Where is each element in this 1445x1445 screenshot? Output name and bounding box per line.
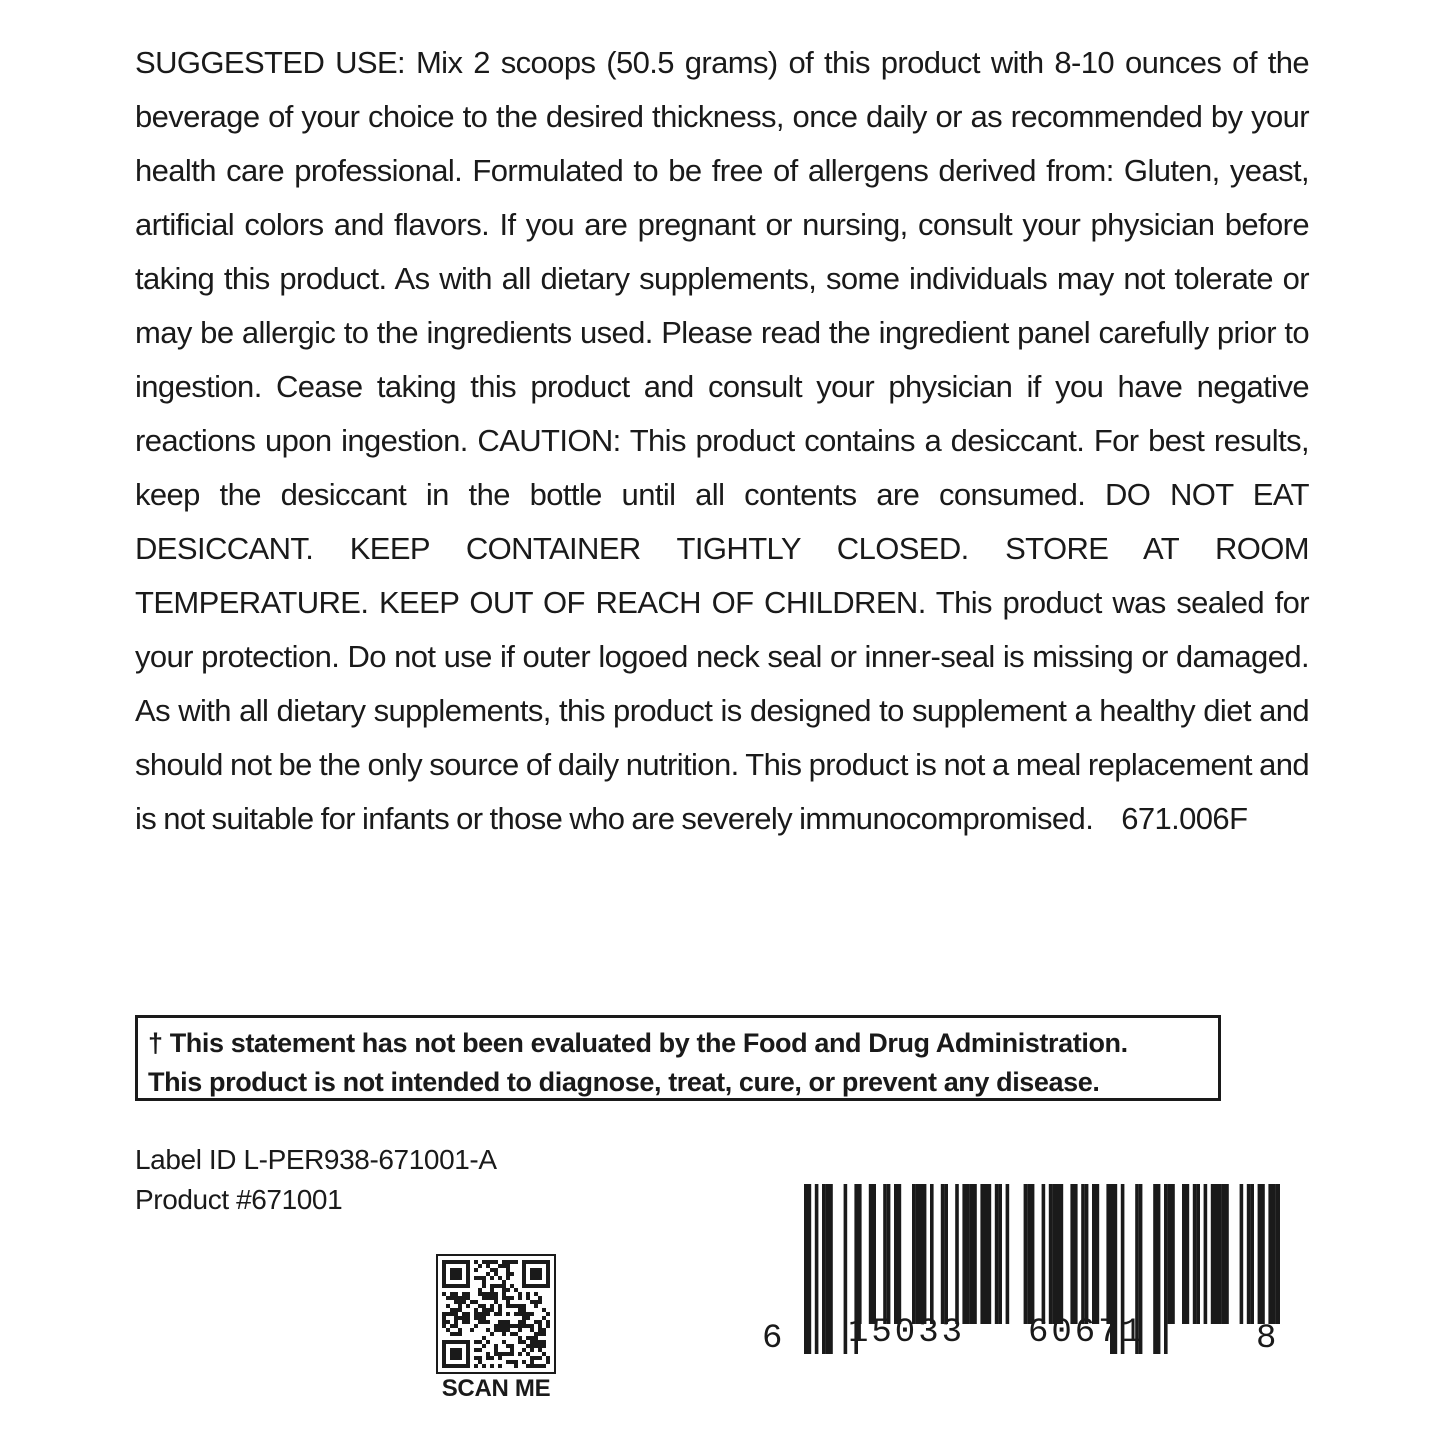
fda-disclaimer-line-2: This product is not intended to diagnose, treat, cure, or prevent any disease.: [148, 1067, 1100, 1097]
suggested-use-text: [135, 36, 1309, 846]
barcode-check-digit: 8: [1256, 1320, 1277, 1358]
fda-disclaimer-box: [135, 1015, 1221, 1101]
product-number: Product #671001: [135, 1184, 343, 1215]
label-code: 671.006F: [1121, 801, 1248, 836]
suggested-use-body: SUGGESTED USE: Mix 2 scoops (50.5 grams) of this product with 8-10 ounces of the beverage of your choice to the desired thickness, once daily or as recommended by your health care professional. Formulated to be free of allergens derived from: Gluten, yeast, artificial colors and flavors. If you are pregnant or nursing, consult your physician before taking this product. As with all dietary supplements, some individuals may not tolerate or may be allergic to the ingredients used. Please read the ingredient panel carefully prior to ingestion. Cease taking this product and consult your physician if you have negative reactions upon ingestion. CAUTION: This product contains a desiccant. For best results, keep the desiccant in the bottle until all contents are consumed. DO NOT EAT DESICCANT. KEEP CONTAINER TIGHTLY CLOSED. STORE AT ROOM TEMPERATURE. KEEP OUT OF REACH OF CHILDREN. This product was sealed for your protection. Do not use if outer logoed neck seal or inner-seal is missing or damaged. As with all dietary supplements, this product is designed to supplement a healthy diet and should not be the only source of daily nutrition. This product is not a meal replacement and is not suitable for infants or those who are severely immunocompromised.: [135, 45, 1309, 836]
barcode-lead-digit: 6: [762, 1320, 783, 1358]
label-identifiers: [135, 1140, 497, 1220]
barcode-right-digits: 60671: [1028, 1314, 1146, 1352]
barcode-left-digits: 15033: [848, 1314, 966, 1352]
barcode-bars: [760, 1182, 1280, 1367]
fda-disclaimer-line-1: † This statement has not been evaluated by the Food and Drug Administration.: [148, 1028, 1128, 1058]
scan-me-caption: SCAN ME: [441, 1375, 551, 1402]
upc-barcode: [760, 1182, 1280, 1367]
qr-code-icon[interactable]: [436, 1254, 556, 1374]
qr-code-block[interactable]: [436, 1254, 556, 1404]
label-id: Label ID L-PER938-671001-A: [135, 1144, 497, 1175]
